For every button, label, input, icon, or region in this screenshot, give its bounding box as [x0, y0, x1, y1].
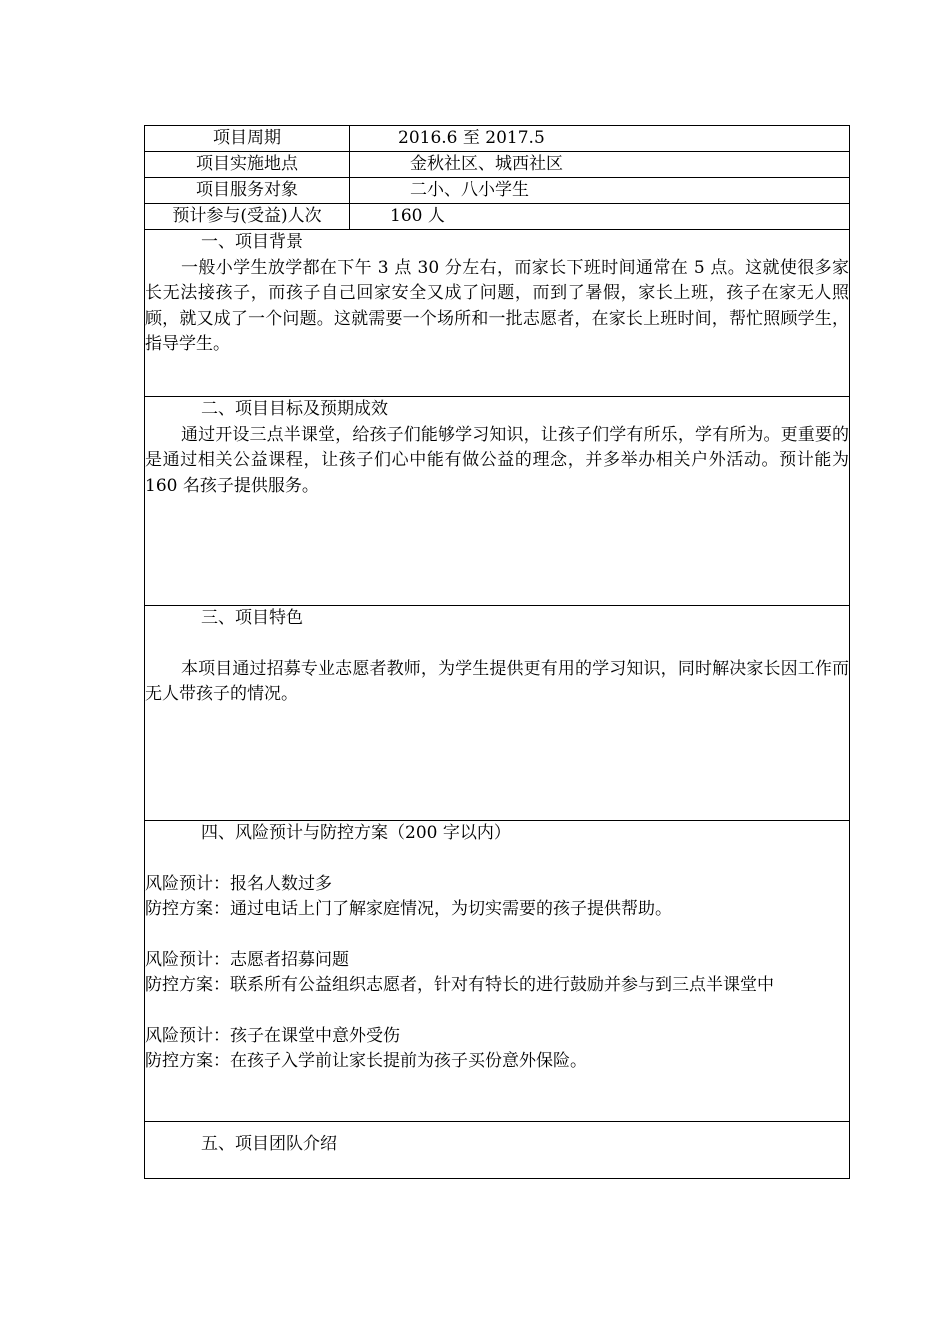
plan-2: 防控方案：联系所有公益组织志愿者，针对有特长的进行鼓励并参与到三点半课堂中 [145, 975, 774, 995]
risk-1: 风险预计：报名人数过多 [145, 873, 332, 894]
features-text: 本项目通过招募专业志愿者教师，为学生提供更有用的学习知识，同时解决家长因工作而无人带孩子的情况。 [145, 658, 849, 704]
info-row-target [145, 178, 850, 204]
info-row-location [145, 152, 850, 178]
section-features [145, 606, 850, 821]
plan-1: 防控方案：通过电话上门了解家庭情况，为切实需要的孩子提供帮助。 [145, 899, 672, 919]
risk-2: 风险预计：志愿者招募问题 [145, 949, 349, 970]
period-value: 2016.6 至 2017.5 [350, 126, 850, 152]
section-risks [145, 821, 850, 1122]
risk-3: 风险预计：孩子在课堂中意外受伤 [145, 1025, 400, 1046]
participants-value: 160 人 [350, 204, 850, 230]
goals-text: 通过开设三点半课堂，给孩子们能够学习知识，让孩子们学有所乐，学有所为。更重要的是通过相关公益课程，让孩子们心中能有做公益的理念，并多举办相关户外活动。预计能为 160 名孩子提供服务。 [145, 424, 849, 496]
target-label: 项目服务对象 [145, 178, 350, 204]
features-title: 三、项目特色 [201, 608, 303, 628]
target-value: 二小、八小学生 [350, 178, 850, 204]
period-label: 项目周期 [145, 126, 350, 152]
project-form-table [144, 125, 850, 1179]
goals-title: 二、项目目标及预期成效 [201, 399, 388, 419]
risks-title: 四、风险预计与防控方案（200 字以内） [201, 823, 511, 843]
section-goals [145, 397, 850, 606]
background-title: 一、项目背景 [201, 232, 303, 252]
team-title: 五、项目团队介绍 [201, 1134, 337, 1154]
background-text: 一般小学生放学都在下午 3 点 30 分左右，而家长下班时间通常在 5 点。这就使很多家长无法接孩子，而孩子自己回家安全又成了问题，而到了暑假，家长上班，孩子在家无人照顾，就又成了一个问题。这就需要一个场所和一批志愿者，在家长上班时间，帮忙照顾学生，指导学生。 [145, 257, 849, 354]
participants-label: 预计参与(受益)人次 [145, 204, 350, 230]
location-value: 金秋社区、城西社区 [350, 152, 850, 178]
plan-3: 防控方案：在孩子入学前让家长提前为孩子买份意外保险。 [145, 1051, 587, 1071]
info-row-period [145, 126, 850, 152]
location-label: 项目实施地点 [145, 152, 350, 178]
section-team [145, 1122, 850, 1179]
section-background [145, 230, 850, 397]
info-row-participants [145, 204, 850, 230]
